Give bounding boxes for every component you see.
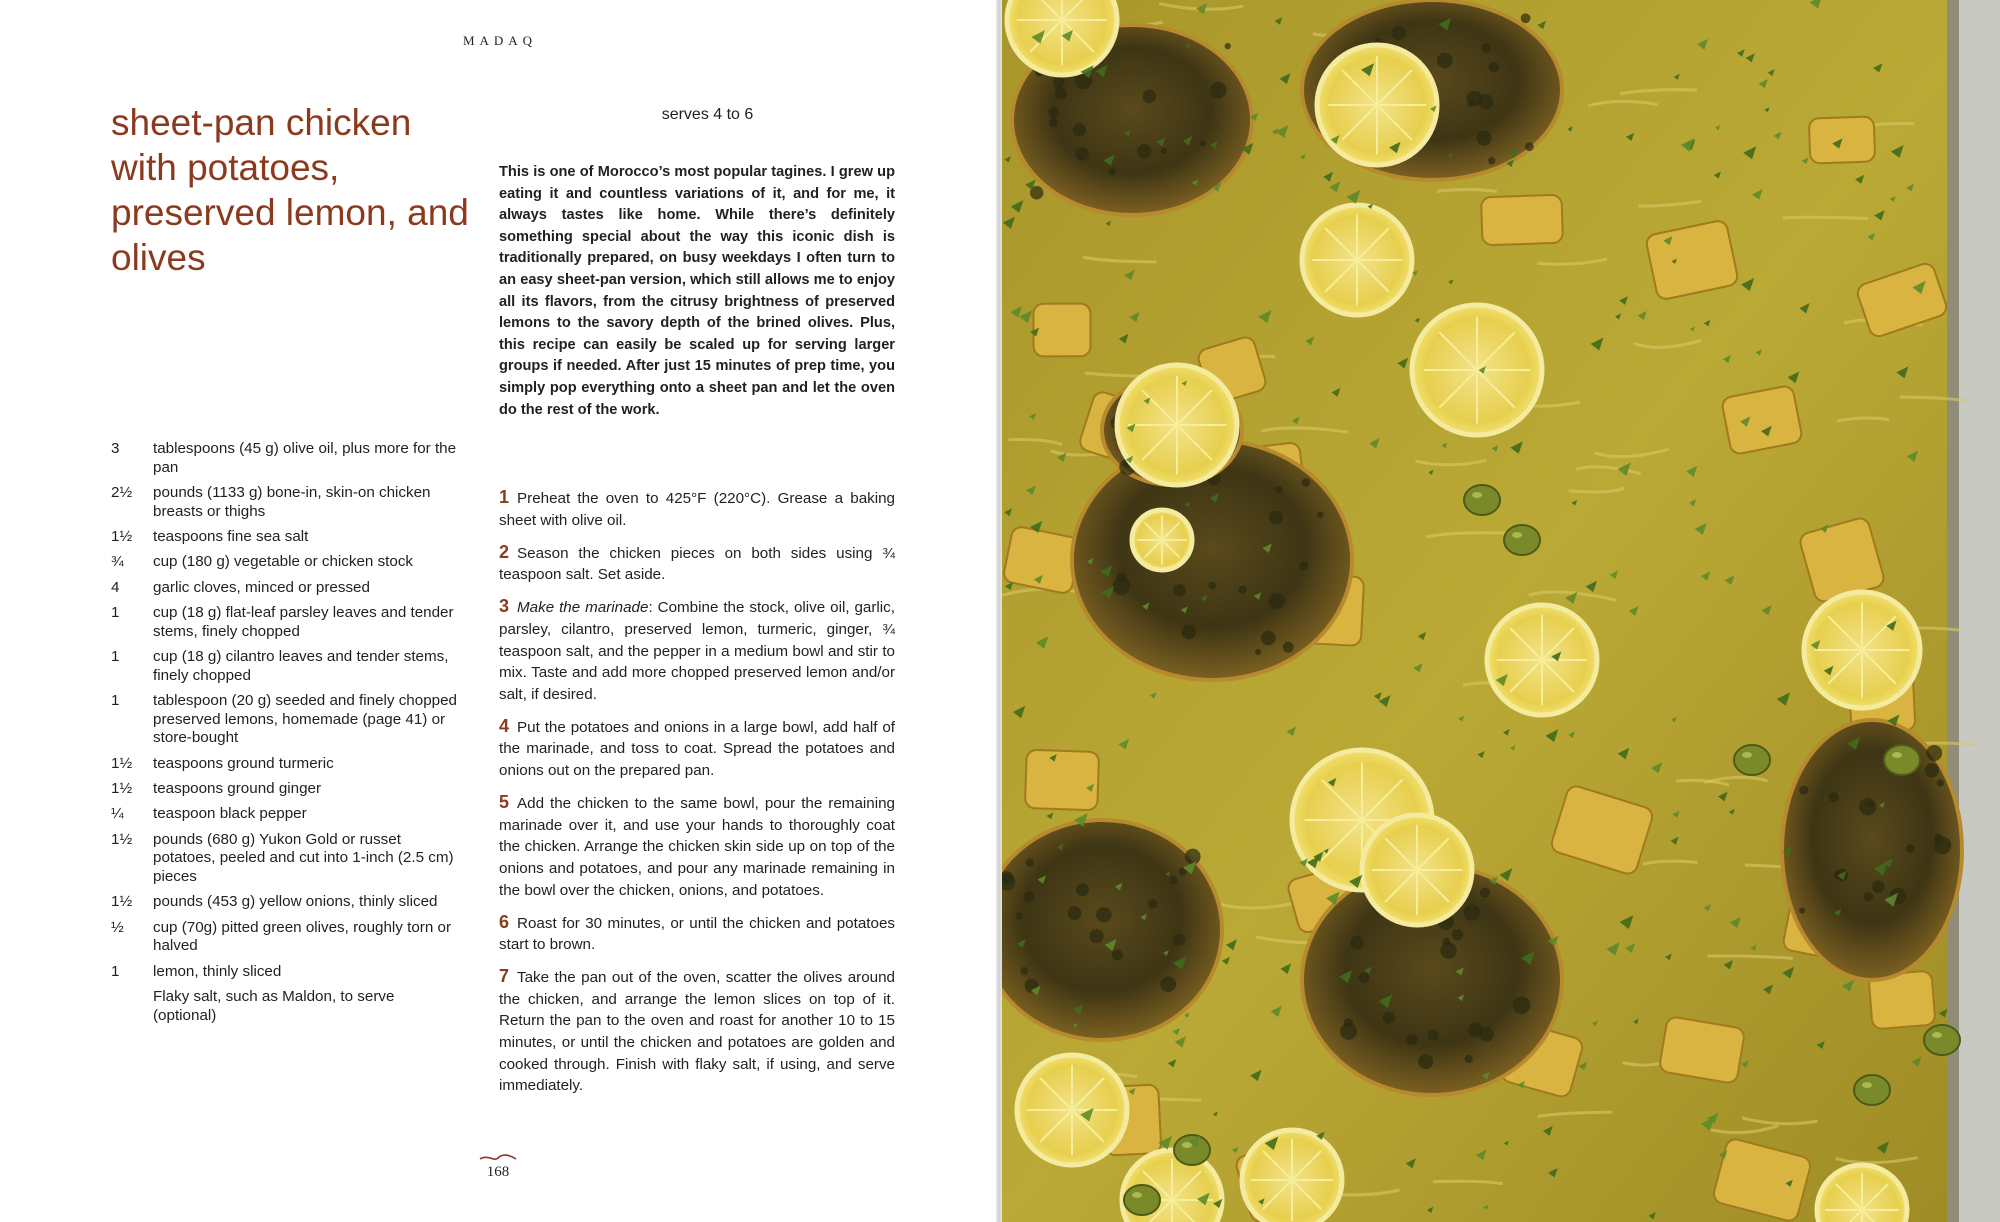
olive-highlight <box>1862 1082 1872 1088</box>
char-spot <box>1299 562 1308 571</box>
char-spot <box>1261 631 1276 646</box>
ingredient-description: teaspoons fine sea salt <box>153 527 309 545</box>
ingredient-description: teaspoons ground turmeric <box>153 754 334 772</box>
char-spot <box>1075 147 1089 161</box>
char-spot <box>1023 891 1034 902</box>
ingredient-item <box>111 528 461 547</box>
ingredient-quantity <box>111 988 153 1025</box>
char-spot <box>1383 1011 1395 1023</box>
potato-chunk <box>1721 385 1803 455</box>
char-spot <box>1068 906 1082 920</box>
method-step <box>499 792 895 901</box>
step-text: Put the potatoes and onions in a large bowl, add half of the marinade, and toss to coat. Spread the potatoes and onions out on the prepared pan. <box>499 718 895 780</box>
char-spot <box>1481 43 1491 53</box>
step-number: 4 <box>499 715 510 736</box>
ingredient-item <box>111 604 461 641</box>
green-olive <box>1854 1075 1890 1105</box>
char-spot <box>1283 642 1294 653</box>
char-spot <box>1829 792 1839 802</box>
char-spot <box>1468 100 1475 107</box>
ingredient-quantity: 4 <box>111 578 120 596</box>
ingredient-description: lemon, thinly sliced <box>153 962 282 980</box>
char-spot <box>1137 144 1151 158</box>
ingredient-list <box>111 440 461 1032</box>
step-text: Preheat the oven to 425°F (220°C). Grease a baking sheet with olive oil. <box>499 490 895 529</box>
ingredient-item <box>111 831 461 887</box>
ingredient-item <box>111 484 461 521</box>
char-spot <box>1160 976 1176 992</box>
char-spot <box>1859 798 1876 815</box>
char-spot <box>1443 938 1451 946</box>
ingredient-description: tablespoon (20 g) seeded and finely chopped preserved lemons, homemade (page 41) or store-bought <box>153 692 457 747</box>
ingredient-quantity: ¾ <box>111 553 124 571</box>
ingredient-description: teaspoons ground ginger <box>153 780 322 798</box>
ingredient-item <box>111 553 461 572</box>
char-spot <box>1026 859 1034 867</box>
char-spot <box>1143 90 1157 104</box>
ingredient-quantity: 1½ <box>111 893 133 911</box>
char-spot <box>1867 801 1874 808</box>
method-step <box>499 542 895 586</box>
olive-highlight <box>1132 1192 1142 1198</box>
char-spot <box>1053 77 1065 89</box>
dish-photo <box>1002 0 2000 1222</box>
step-lead-in: Make the marinade <box>517 599 649 617</box>
ingredient-quantity: 2½ <box>111 483 133 501</box>
step-text: Take the pan out of the oven, scatter the olives around the chicken, and arrange the lemon slices on top of it. Return the pan to the oven and roast for another 10 to 15 minutes, or until the chicken and potatoes are golden and cooked through. Finish with flaky salt, if using, and serve immediately. <box>499 969 895 1095</box>
step-text: Season the chicken pieces on both sides using ¾ teaspoon salt. Set aside. <box>499 544 895 584</box>
char-spot <box>1076 883 1089 896</box>
ingredient-item <box>111 440 461 477</box>
char-spot <box>1015 912 1022 919</box>
char-spot <box>1521 13 1531 23</box>
ingredient-item <box>111 893 461 912</box>
char-spot <box>1020 967 1028 975</box>
char-spot <box>1161 148 1167 154</box>
char-spot <box>1418 1054 1433 1069</box>
char-spot <box>1055 87 1067 99</box>
char-spot <box>1464 904 1480 920</box>
ingredient-quantity: 1½ <box>111 780 133 798</box>
char-spot <box>1872 880 1885 893</box>
step-number: 7 <box>499 966 510 987</box>
method-step <box>499 966 895 1097</box>
recipe-title: sheet-pan chicken with potatoes, preserved lemon, and olives <box>111 102 469 278</box>
char-spot <box>1864 892 1873 901</box>
char-spot <box>1148 899 1158 909</box>
char-spot <box>1170 876 1178 884</box>
green-olive <box>1884 745 1920 775</box>
green-olive <box>1734 745 1770 775</box>
ingredient-description: pounds (1133 g) bone-in, skin-on chicken breasts or thighs <box>153 483 431 520</box>
ingredient-description: teaspoon black pepper <box>153 805 307 823</box>
olive-highlight <box>1472 492 1482 498</box>
potato-chunk <box>1033 304 1090 357</box>
char-spot <box>1112 949 1123 960</box>
ingredient-description: pounds (680 g) Yukon Gold or russet potatoes, peeled and cut into 1-inch (2.5 cm) pieces <box>153 830 454 886</box>
ingredient-item <box>111 755 461 774</box>
step-text: : Combine the stock, olive oil, garlic, parsley, cilantro, preserved lemon, turmeric, ginger, ¾ teaspoon salt, and the pepper in a medium bowl and stir to mix. Taste and add more chopped preserved lemon and/or salt, if desired. <box>499 599 895 703</box>
ingredient-quantity: 3 <box>111 440 120 457</box>
olive-highlight <box>1932 1032 1942 1038</box>
running-head: MADAQ <box>462 33 538 48</box>
char-spot <box>1173 933 1185 945</box>
green-olive <box>1924 1025 1960 1055</box>
ingredient-quantity: 1½ <box>111 754 133 772</box>
ingredient-description: pounds (453 g) yellow onions, thinly sliced <box>153 893 438 911</box>
ingredient-description: garlic cloves, minced or pressed <box>153 578 370 596</box>
step-text: Add the chicken to the same bowl, pour the remaining marinade over it, and use your hands to thoroughly coat the chicken. Arrange the chicken skin side up on top of the onions and potatoes, and pour any marinade remaining in the bowl over the chicken, onions, and potatoes. <box>499 795 895 899</box>
ingredient-item <box>111 648 461 685</box>
char-spot <box>1933 837 1951 855</box>
step-number: 6 <box>499 911 510 932</box>
char-spot <box>1255 649 1261 655</box>
char-spot <box>1468 1023 1483 1038</box>
onion-strand <box>1782 217 1868 218</box>
char-spot <box>1937 779 1944 786</box>
step-text: Roast for 30 minutes, or until the chicken and potatoes start to brown. <box>499 914 895 954</box>
serves-yield: serves 4 to 6 <box>661 106 754 123</box>
char-spot <box>1181 625 1196 640</box>
char-spot <box>1200 140 1206 146</box>
ingredient-quantity: 1½ <box>111 830 133 848</box>
char-spot <box>1239 586 1247 594</box>
ingredient-item <box>111 780 461 799</box>
char-spot <box>1480 887 1490 897</box>
char-spot <box>1185 849 1201 865</box>
ingredient-quantity: 1½ <box>111 527 133 545</box>
step-number: 5 <box>499 792 510 813</box>
char-spot <box>1525 142 1534 151</box>
potato-chunk <box>1481 195 1563 246</box>
char-spot <box>1350 936 1364 950</box>
char-spot <box>1340 1023 1357 1040</box>
green-olive <box>1174 1135 1210 1165</box>
char-spot <box>1513 996 1531 1014</box>
char-spot <box>1428 1029 1439 1040</box>
ingredient-description: cup (70g) pitted green olives, roughly torn or halved <box>153 918 452 955</box>
olive-highlight <box>1512 532 1522 538</box>
folio <box>478 1154 518 1181</box>
ingredient-description: cup (18 g) flat-leaf parsley leaves and tender stems, finely chopped <box>153 604 454 640</box>
char-spot <box>1225 43 1231 49</box>
char-spot <box>1073 123 1086 136</box>
green-olive <box>1464 485 1500 515</box>
method-step <box>499 596 895 705</box>
ingredient-description: cup (180 g) vegetable or chicken stock <box>153 553 414 571</box>
ingredient-item <box>111 963 461 982</box>
method-steps <box>499 487 895 1107</box>
char-spot <box>1799 908 1805 914</box>
char-spot <box>1302 478 1311 487</box>
step-number: 2 <box>499 541 510 562</box>
olive-highlight <box>1742 752 1752 758</box>
char-spot <box>1465 1055 1473 1063</box>
potato-chunk <box>1659 1016 1746 1084</box>
char-spot <box>1173 584 1186 597</box>
char-spot <box>1906 844 1915 853</box>
char-spot <box>1113 577 1131 595</box>
green-olive <box>1124 1185 1160 1215</box>
green-olive <box>1504 525 1540 555</box>
ingredient-quantity: 1 <box>111 962 120 980</box>
char-spot <box>1452 929 1463 940</box>
ingredient-description: Flaky salt, such as Maldon, to serve (optional) <box>153 988 395 1024</box>
char-spot <box>1317 511 1324 518</box>
ingredient-item <box>111 692 461 748</box>
olive-highlight <box>1892 752 1902 758</box>
char-spot <box>1437 53 1453 69</box>
ingredient-description: tablespoons (45 g) olive oil, plus more for the pan <box>153 440 457 476</box>
potato-chunk <box>1025 750 1099 811</box>
chicken-sheet-pan-image <box>1002 0 2000 1222</box>
char-spot <box>1096 907 1112 923</box>
ingredient-item <box>111 919 461 956</box>
char-spot <box>1488 62 1499 73</box>
char-spot <box>1925 763 1940 778</box>
char-spot <box>1208 582 1216 590</box>
ingredient-quantity: ½ <box>111 918 124 936</box>
ingredient-quantity: 1 <box>111 648 120 666</box>
char-spot <box>1109 168 1116 175</box>
char-spot <box>1477 131 1492 146</box>
method-step <box>499 487 895 531</box>
swash-ornament-icon <box>478 1154 518 1162</box>
page-number: 168 <box>486 1164 510 1180</box>
char-spot <box>1392 26 1406 40</box>
step-number: 3 <box>499 596 510 617</box>
char-spot <box>1051 116 1057 122</box>
ingredient-item <box>111 988 461 1025</box>
char-spot <box>1269 511 1283 525</box>
method-step <box>499 716 895 782</box>
char-spot <box>1488 157 1495 164</box>
ingredient-quantity: 1 <box>111 604 120 622</box>
ingredient-quantity: ¼ <box>111 805 124 823</box>
method-step <box>499 912 895 956</box>
char-spot <box>1268 593 1284 609</box>
recipe-intro: This is one of Morocco’s most popular tagines. I grew up eating it and countless variations of it, and for me, it always tastes like home. While there’s definitely something special about the way this iconic dish is traditionally prepared, on busy weekdays I often turn to an easy sheet-pan version, which still allows me to enjoy all its flavors, from the citrusy brightness of preserved lemons to the savory depth of the brined olives. Plus, this recipe can easily be scaled up for serving larger groups if needed. After just 15 minutes of prep time, you simply pop everything onto a sheet pan and let the oven do the rest of the work. <box>499 164 895 418</box>
ingredient-description: cup (18 g) cilantro leaves and tender stems, finely chopped <box>153 648 449 684</box>
char-spot <box>1799 786 1808 795</box>
ingredient-item <box>111 805 461 824</box>
char-spot <box>1275 486 1282 493</box>
char-spot <box>1926 745 1942 761</box>
ingredient-quantity: 1 <box>111 692 120 710</box>
char-spot <box>1210 82 1227 99</box>
step-number: 1 <box>499 487 510 507</box>
char-spot <box>1358 972 1369 983</box>
char-spot <box>1406 1034 1417 1045</box>
char-spot <box>1089 929 1103 943</box>
ingredient-item <box>111 579 461 598</box>
char-spot <box>1048 107 1059 118</box>
